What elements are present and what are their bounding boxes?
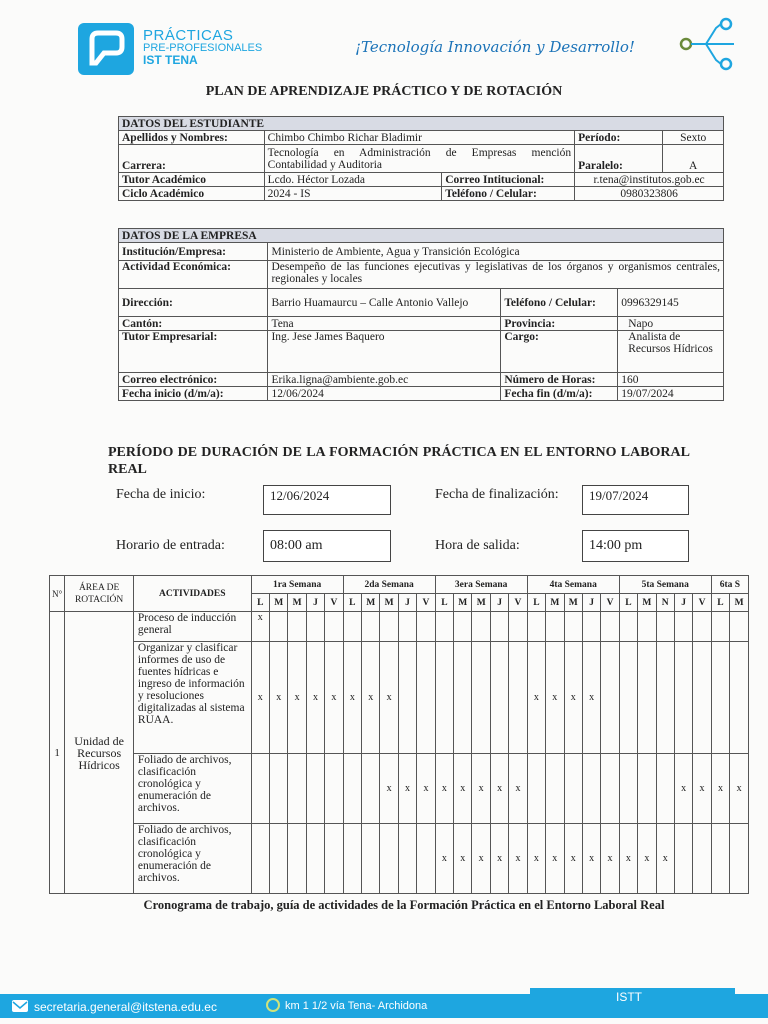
day-header: M bbox=[380, 594, 398, 612]
schedule-cell: x bbox=[417, 754, 435, 824]
activity-description: Organizar y clasificar informes de uso de fuentes hídricas e ingreso de información y resoluciones digitalizadas al sistema RUAA. bbox=[133, 642, 251, 754]
day-header: J bbox=[490, 594, 508, 612]
academic-tutor-value: Lcdo. Héctor Lozada bbox=[264, 173, 442, 187]
week-header: 6ta S bbox=[711, 576, 748, 594]
schedule-cell: x bbox=[398, 754, 416, 824]
period-value: Sexto bbox=[663, 131, 724, 145]
schedule-cell: x bbox=[380, 754, 398, 824]
position-label: Cargo: bbox=[501, 331, 618, 373]
schedule-cell: x bbox=[325, 642, 343, 754]
schedule-cell: x bbox=[527, 824, 545, 894]
day-header: M bbox=[546, 594, 564, 612]
period-label: Período: bbox=[575, 131, 663, 145]
schedule-cell: x bbox=[270, 642, 288, 754]
schedule-cell bbox=[251, 824, 269, 894]
day-header: M bbox=[454, 594, 472, 612]
institution-label: Institución/Empresa: bbox=[119, 243, 268, 261]
schedule-cell bbox=[638, 642, 656, 754]
schedule-cell: x bbox=[527, 642, 545, 754]
schedule-cell: x bbox=[306, 642, 324, 754]
schedule-cell bbox=[730, 612, 749, 642]
day-header: L bbox=[435, 594, 453, 612]
schedule-cell bbox=[251, 754, 269, 824]
schedule-cell bbox=[656, 642, 674, 754]
duration-start-label: Fecha de inicio: bbox=[116, 487, 206, 502]
schedule-cell bbox=[325, 824, 343, 894]
schedule-cell bbox=[270, 612, 288, 642]
activity-row bbox=[50, 642, 749, 754]
rotation-area: Unidad de Recursos Hídricos bbox=[65, 612, 134, 894]
day-header: V bbox=[509, 594, 527, 612]
activity-row bbox=[50, 612, 749, 642]
day-header: V bbox=[601, 594, 619, 612]
schedule-cell bbox=[325, 612, 343, 642]
schedule-cell: x bbox=[288, 642, 306, 754]
schedule-cell bbox=[398, 612, 416, 642]
cycle-label: Ciclo Académico bbox=[119, 187, 265, 201]
position-value: Analista de Recursos Hídricos bbox=[618, 331, 724, 373]
row-number: 1 bbox=[50, 612, 65, 894]
hours-label: Número de Horas: bbox=[501, 373, 618, 387]
name-value: Chimbo Chimbo Richar Bladimir bbox=[264, 131, 574, 145]
cycle-value: 2024 - IS bbox=[264, 187, 442, 201]
day-header: M bbox=[564, 594, 582, 612]
schedule-cell bbox=[693, 824, 711, 894]
footer-email[interactable]: secretaria.general@itstena.edu.ec bbox=[34, 1000, 217, 1014]
schedule-cell: x bbox=[564, 824, 582, 894]
schedule-cell: x bbox=[454, 824, 472, 894]
name-label: Apellidos y Nombres: bbox=[119, 131, 265, 145]
duration-title: PERÍODO DE DURACIÓN DE LA FORMACIÓN PRÁCTICA EN EL ENTORNO LABORAL REAL bbox=[108, 445, 690, 477]
schedule-cell bbox=[270, 824, 288, 894]
schedule-cell bbox=[601, 612, 619, 642]
schedule-cell bbox=[638, 612, 656, 642]
schedule-cell bbox=[564, 612, 582, 642]
phone-value: 0980323806 bbox=[575, 187, 724, 201]
schedule-cell bbox=[601, 642, 619, 754]
schedule-cell: x bbox=[509, 754, 527, 824]
schedule-cell: x bbox=[490, 824, 508, 894]
phone-label: Teléfono / Celular: bbox=[442, 187, 575, 201]
schedule-cell: x bbox=[380, 642, 398, 754]
academic-tutor-label: Tutor Académico bbox=[119, 173, 265, 187]
entry-time-label: Horario de entrada: bbox=[116, 538, 225, 553]
logo-line2: PRE-PROFESIONALES bbox=[143, 42, 263, 54]
schedule-cell bbox=[435, 642, 453, 754]
schedule-cell bbox=[509, 612, 527, 642]
activity-row bbox=[50, 824, 749, 894]
company-table bbox=[118, 228, 724, 401]
schedule-cell bbox=[380, 612, 398, 642]
schedule-cell: x bbox=[601, 824, 619, 894]
schedule-table bbox=[49, 575, 749, 894]
exit-time-label: Hora de salida: bbox=[435, 538, 520, 553]
schedule-cell bbox=[288, 824, 306, 894]
schedule-cell bbox=[343, 824, 361, 894]
circuit-icon bbox=[676, 16, 746, 76]
schedule-cell bbox=[619, 754, 637, 824]
duration-end-field[interactable]: 19/07/2024 bbox=[582, 485, 689, 515]
hours-value: 160 bbox=[618, 373, 724, 387]
company-email-label: Correo electrónico: bbox=[119, 373, 268, 387]
parallel-label: Paralelo: bbox=[575, 145, 663, 173]
schedule-cell: x bbox=[564, 642, 582, 754]
activity-description: Foliado de archivos, clasificación cronológica y enumeración de archivos. bbox=[133, 754, 251, 824]
day-header: L bbox=[619, 594, 637, 612]
start-date-label: Fecha inicio (d/m/a): bbox=[119, 387, 268, 401]
schedule-cell bbox=[343, 612, 361, 642]
area-header: ÁREA DE ROTACIÓN bbox=[65, 576, 134, 612]
activities-header: ACTIVIDADES bbox=[133, 576, 251, 612]
schedule-cell bbox=[435, 612, 453, 642]
schedule-cell bbox=[711, 824, 729, 894]
schedule-cell bbox=[546, 612, 564, 642]
duration-start-field[interactable]: 12/06/2024 bbox=[263, 485, 391, 515]
entry-time-field[interactable]: 08:00 am bbox=[263, 530, 391, 562]
schedule-cell bbox=[472, 642, 490, 754]
parallel-value: A bbox=[663, 145, 724, 173]
schedule-cell: x bbox=[711, 754, 729, 824]
day-header: J bbox=[306, 594, 324, 612]
activity-label: Actividad Económica: bbox=[119, 261, 268, 289]
schedule-cell: x bbox=[546, 642, 564, 754]
logo-line3: IST TENA bbox=[143, 53, 198, 67]
career-value: Tecnología en Administración de Empresas mención Contabilidad y Auditoria bbox=[264, 145, 574, 173]
schedule-cell bbox=[619, 642, 637, 754]
schedule-cell bbox=[674, 642, 692, 754]
schedule-cell: x bbox=[582, 824, 600, 894]
schedule-cell bbox=[362, 824, 380, 894]
schedule-cell bbox=[270, 754, 288, 824]
schedule-cell bbox=[674, 612, 692, 642]
student-section-title: DATOS DEL ESTUDIANTE bbox=[119, 117, 724, 131]
canton-value: Tena bbox=[268, 317, 501, 331]
schedule-cell bbox=[638, 754, 656, 824]
schedule-cell: x bbox=[582, 642, 600, 754]
day-header: J bbox=[398, 594, 416, 612]
schedule-caption: Cronograma de trabajo, guía de actividades de la Formación Práctica en el Entorno Laboral Real bbox=[143, 898, 665, 912]
page-title: PLAN DE APRENDIZAJE PRÁCTICO Y DE ROTACIÓN bbox=[205, 84, 563, 99]
schedule-cell bbox=[730, 642, 749, 754]
duration-end-label: Fecha de finalización: bbox=[435, 487, 559, 502]
schedule-cell bbox=[362, 612, 380, 642]
schedule-cell bbox=[398, 642, 416, 754]
day-header: V bbox=[417, 594, 435, 612]
company-section-title: DATOS DE LA EMPRESA bbox=[119, 229, 724, 243]
day-header: M bbox=[288, 594, 306, 612]
activity-value: Desempeño de las funciones ejecutivas y legislativas de los órganos y organismos centrales, regionales y locales bbox=[268, 261, 724, 289]
day-header: M bbox=[638, 594, 656, 612]
schedule-cell: x bbox=[730, 754, 749, 824]
student-table bbox=[118, 116, 724, 201]
schedule-cell bbox=[398, 824, 416, 894]
schedule-cell bbox=[325, 754, 343, 824]
activity-row bbox=[50, 754, 749, 824]
logo bbox=[78, 23, 134, 75]
schedule-cell bbox=[288, 612, 306, 642]
schedule-cell: x bbox=[251, 612, 269, 642]
footer-address: km 1 1/2 vía Tena- Archidona bbox=[285, 1000, 428, 1012]
slogan: ¡Tecnología Innovación y Desarrollo! bbox=[355, 38, 635, 56]
email-label: Correo Intitucional: bbox=[442, 173, 575, 187]
schedule-cell bbox=[417, 612, 435, 642]
schedule-cell bbox=[454, 642, 472, 754]
end-date-value: 19/07/2024 bbox=[618, 387, 724, 401]
institution-value: Ministerio de Ambiente, Agua y Transición Ecológica bbox=[268, 243, 724, 261]
schedule-cell bbox=[343, 754, 361, 824]
canton-label: Cantón: bbox=[119, 317, 268, 331]
week-header: 5ta Semana bbox=[619, 576, 711, 594]
day-header: L bbox=[711, 594, 729, 612]
schedule-cell bbox=[288, 754, 306, 824]
week-header: 3era Semana bbox=[435, 576, 527, 594]
day-header: N bbox=[656, 594, 674, 612]
schedule-cell bbox=[306, 824, 324, 894]
day-header: M bbox=[730, 594, 749, 612]
schedule-cell bbox=[527, 612, 545, 642]
schedule-cell bbox=[730, 824, 749, 894]
schedule-cell: x bbox=[674, 754, 692, 824]
company-phone-value: 0996329145 bbox=[618, 289, 724, 317]
schedule-cell bbox=[619, 612, 637, 642]
company-phone-label: Teléfono / Celular: bbox=[501, 289, 618, 317]
schedule-cell: x bbox=[435, 754, 453, 824]
schedule-cell bbox=[454, 612, 472, 642]
schedule-cell: x bbox=[472, 754, 490, 824]
week-header: 1ra Semana bbox=[251, 576, 343, 594]
logo-line1: PRÁCTICAS bbox=[143, 27, 234, 44]
schedule-cell bbox=[490, 612, 508, 642]
schedule-cell bbox=[711, 642, 729, 754]
week-header: 2da Semana bbox=[343, 576, 435, 594]
schedule-cell bbox=[362, 754, 380, 824]
schedule-cell: x bbox=[472, 824, 490, 894]
schedule-cell bbox=[527, 754, 545, 824]
schedule-cell bbox=[656, 612, 674, 642]
company-email-value: Erika.ligna@ambiente.gob.ec bbox=[268, 373, 501, 387]
day-header: M bbox=[472, 594, 490, 612]
day-header: J bbox=[674, 594, 692, 612]
schedule-cell bbox=[306, 612, 324, 642]
week-header-row bbox=[50, 576, 749, 594]
start-date-value: 12/06/2024 bbox=[268, 387, 501, 401]
schedule-cell bbox=[472, 612, 490, 642]
schedule-cell bbox=[509, 642, 527, 754]
province-value: Napo bbox=[618, 317, 724, 331]
day-header: V bbox=[693, 594, 711, 612]
schedule-cell: x bbox=[251, 642, 269, 754]
schedule-cell: x bbox=[490, 754, 508, 824]
schedule-cell: x bbox=[362, 642, 380, 754]
schedule-cell: x bbox=[619, 824, 637, 894]
province-label: Provincia: bbox=[501, 317, 618, 331]
activity-description: Foliado de archivos, clasificación cronológica y enumeración de archivos. bbox=[133, 824, 251, 894]
schedule-cell bbox=[306, 754, 324, 824]
mail-icon bbox=[12, 1000, 28, 1012]
career-label: Carrera: bbox=[119, 145, 265, 173]
activity-description: Proceso de inducción general bbox=[133, 612, 251, 642]
schedule-cell: x bbox=[656, 824, 674, 894]
schedule-cell bbox=[380, 824, 398, 894]
location-icon bbox=[266, 998, 280, 1012]
schedule-cell bbox=[417, 642, 435, 754]
day-header: L bbox=[343, 594, 361, 612]
schedule-cell bbox=[582, 612, 600, 642]
day-header: L bbox=[251, 594, 269, 612]
day-header: L bbox=[527, 594, 545, 612]
company-tutor-label: Tutor Empresarial: bbox=[119, 331, 268, 373]
schedule-cell bbox=[693, 612, 711, 642]
schedule-cell: x bbox=[343, 642, 361, 754]
schedule-cell bbox=[417, 824, 435, 894]
exit-time-field[interactable]: 14:00 pm bbox=[582, 530, 689, 562]
company-tutor-value: Ing. Jese James Baquero bbox=[268, 331, 501, 373]
schedule-cell bbox=[656, 754, 674, 824]
no-header: N° bbox=[50, 576, 65, 612]
day-header: V bbox=[325, 594, 343, 612]
end-date-label: Fecha fin (d/m/a): bbox=[501, 387, 618, 401]
schedule-cell: x bbox=[693, 754, 711, 824]
schedule-cell: x bbox=[509, 824, 527, 894]
schedule-cell: x bbox=[638, 824, 656, 894]
schedule-cell: x bbox=[435, 824, 453, 894]
schedule-cell bbox=[711, 612, 729, 642]
schedule-cell bbox=[490, 642, 508, 754]
address-label: Dirección: bbox=[119, 289, 268, 317]
email-value: r.tena@institutos.gob.ec bbox=[575, 173, 724, 187]
schedule-cell bbox=[546, 754, 564, 824]
day-header: J bbox=[582, 594, 600, 612]
schedule-cell: x bbox=[454, 754, 472, 824]
schedule-cell bbox=[564, 754, 582, 824]
address-value: Barrio Huamaurcu – Calle Antonio Vallejo bbox=[268, 289, 501, 317]
day-header: M bbox=[270, 594, 288, 612]
day-header: M bbox=[362, 594, 380, 612]
schedule-cell bbox=[582, 754, 600, 824]
schedule-cell bbox=[674, 824, 692, 894]
week-header: 4ta Semana bbox=[527, 576, 619, 594]
schedule-cell bbox=[601, 754, 619, 824]
schedule-cell bbox=[693, 642, 711, 754]
schedule-cell: x bbox=[546, 824, 564, 894]
footer-brand: ISTT bbox=[616, 990, 642, 1004]
